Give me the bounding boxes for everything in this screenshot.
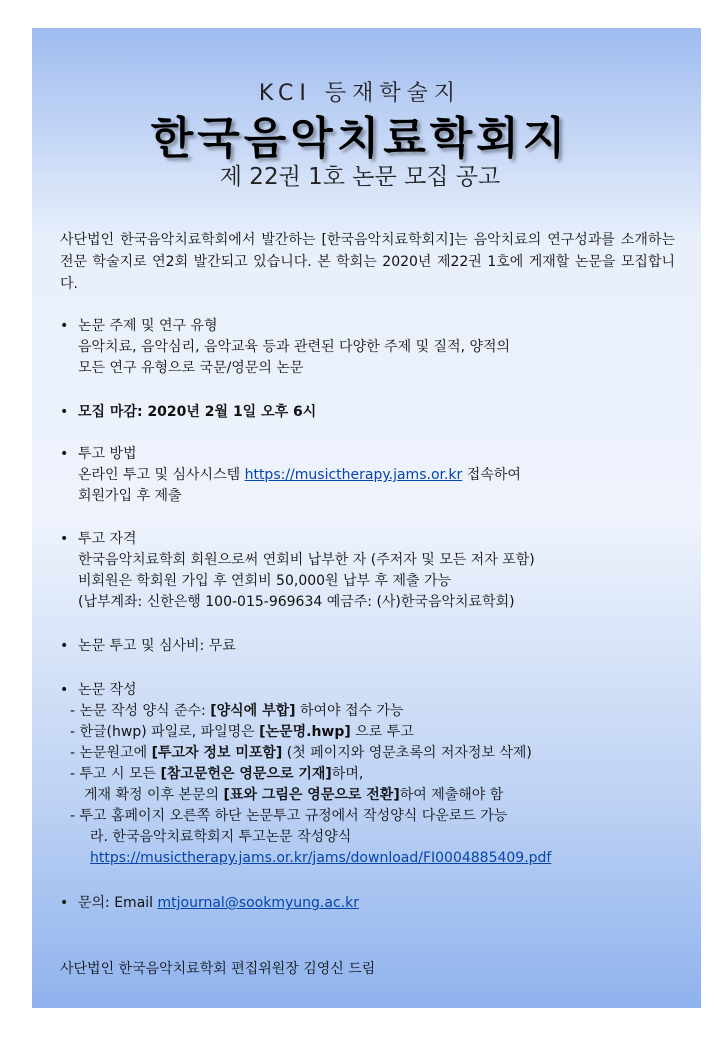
submission-site-link[interactable]: https://musictherapy.jams.or.kr (244, 467, 463, 483)
email-link[interactable]: mtjournal@sookmyung.ac.kr (157, 895, 359, 911)
section-text: 회원가입 후 제출 (78, 488, 182, 504)
guideline-item: 라. 한국음악치료학회지 투고논문 작성양식 (90, 829, 352, 845)
text-fragment: - 한글(hwp) 파일로, 파일명은 (70, 724, 260, 740)
deadline-text: 모집 마감: 2020년 2월 1일 오후 6시 (78, 404, 317, 420)
section-heading: 투고 자격 (78, 531, 137, 547)
intro-paragraph: 사단법인 한국음악치료학회에서 발간하는 [한국음악치료학회지]는 음악치료의 연구성과를 소개하는 전문 학술지로 연2회 발간되고 있습니다. 본 학회는 2020년 제22권 1호에 게재할 논문을 모집합니다. (60, 232, 675, 292)
guideline-item: - 투고 홈페이지 오른쪽 하단 논문투고 규정에서 작성양식 다운로드 가능 (70, 808, 508, 824)
guideline-item (60, 848, 680, 869)
bullet: • (60, 638, 69, 654)
section-contact (60, 893, 680, 914)
text-fragment: - 투고 시 모든 (70, 766, 161, 782)
bullet: • (60, 404, 69, 420)
guideline-item (60, 722, 680, 743)
bullet: • (60, 531, 69, 547)
bullet: • (60, 682, 69, 698)
bullet: • (60, 895, 69, 911)
text-fragment: (첫 페이지와 영문초록의 저자정보 삭제) (282, 745, 532, 761)
section-text: 한국음악치료학회 회원으로써 연회비 납부한 자 (주저자 및 모든 저자 포함) (78, 552, 535, 568)
guideline-item (60, 701, 680, 722)
section-heading: 논문 작성 (78, 682, 137, 698)
section-text: 비회원은 학회원 가입 후 연회비 50,000원 납부 후 제출 가능 (78, 573, 452, 589)
text-fragment: 으로 투고 (350, 724, 414, 740)
emphasis-text: [참고문헌은 영문으로 기재] (160, 766, 332, 782)
text-fragment: 온라인 투고 및 심사시스템 (78, 467, 245, 483)
section-topic (60, 316, 680, 379)
section-text (60, 465, 680, 486)
section-qualification (60, 529, 680, 613)
emphasis-text: [투고자 정보 미포함] (151, 745, 283, 761)
kci-label: KCI 등재학술지 (258, 81, 462, 106)
section-fee (60, 636, 680, 657)
text-fragment: 하며, (331, 766, 364, 782)
text-fragment: 하여야 접수 가능 (295, 703, 404, 719)
section-method (60, 444, 680, 507)
guideline-item (60, 785, 680, 806)
bullet: • (60, 318, 69, 334)
section-text: (납부계좌: 신한은행 100-015-969634 예금주: (사)한국음악치료학회) (78, 594, 515, 610)
emphasis-text: [논문명.hwp] (259, 724, 351, 740)
template-download-link[interactable]: https://musictherapy.jams.or.kr/jams/download/FI0004885409.pdf (90, 850, 552, 866)
text-fragment: - 논문원고에 (70, 745, 152, 761)
signature: 사단법인 한국음악치료학회 편집위원장 김영신 드림 (60, 961, 376, 977)
section-heading: 투고 방법 (78, 446, 137, 462)
section-heading: 논문 주제 및 연구 유형 (78, 318, 218, 334)
contact-label: 문의: Email (78, 895, 158, 911)
emphasis-text: [양식에 부합] (210, 703, 296, 719)
text-fragment: 접속하여 (462, 467, 521, 483)
section-text: 모든 연구 유형으로 국문/영문의 논문 (78, 360, 304, 376)
guideline-item (60, 764, 680, 785)
contact-text (60, 893, 680, 914)
page-title: 한국음악치료학회지 (150, 113, 570, 164)
bullet: • (60, 446, 69, 462)
emphasis-text: [표와 그림은 영문으로 전환] (223, 787, 400, 803)
text-fragment: - 논문 작성 양식 준수: (70, 703, 211, 719)
page-subtitle: 제 22권 1호 논문 모집 공고 (219, 164, 501, 190)
guideline-item (60, 743, 680, 764)
section-text: 음악치료, 음악심리, 음악교육 등과 관련된 다양한 주제 및 질적, 양적의 (78, 339, 511, 355)
text-fragment: 게재 확정 이후 본문의 (84, 787, 224, 803)
section-writing (60, 680, 680, 869)
text-fragment: 하여 제출해야 함 (399, 787, 504, 803)
section-deadline (60, 402, 680, 423)
section-heading: 논문 투고 및 심사비: 무료 (78, 638, 236, 654)
